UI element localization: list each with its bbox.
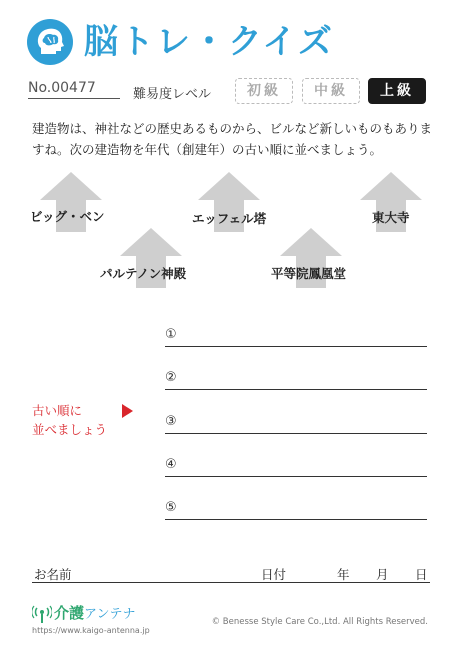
level-intermediate-badge: 中級: [302, 78, 360, 104]
answer-line-4[interactable]: [165, 455, 427, 477]
building-parthenon: パルテノン神殿: [100, 266, 187, 281]
answer-line-1[interactable]: [165, 325, 427, 347]
page-title: 脳トレ・クイズ: [84, 22, 334, 62]
date-label: 日付: [261, 567, 287, 582]
brand-name-kana: アンテナ: [84, 607, 136, 622]
answer-number: ①: [165, 327, 177, 342]
answer-number: ③: [165, 414, 177, 429]
question-text: 建造物は、神社などの歴史あるものから、ビルなど新しいものもありますね。次の建造物を年代（創建年）の古い順に並べましょう。: [32, 121, 433, 157]
building-big-ben: ビッグ・ベン: [30, 209, 105, 224]
name-label: お名前: [34, 567, 72, 582]
answer-line-5[interactable]: [165, 498, 427, 520]
brand-logo: [54, 602, 136, 623]
answer-number: ⑤: [165, 500, 177, 515]
brain-head-icon: [26, 18, 74, 66]
triangle-right-icon: [122, 404, 133, 418]
order-prompt-line1: 古い順に: [32, 403, 83, 418]
year-label: 年: [337, 567, 350, 582]
name-date-line[interactable]: [32, 582, 430, 583]
difficulty-label: 難易度レベル: [133, 87, 212, 102]
order-prompt-line2: 並べましょう: [32, 422, 108, 437]
month-label: 月: [376, 567, 389, 582]
building-todaiji: 東大寺: [372, 210, 410, 225]
day-label: 日: [415, 567, 428, 582]
answer-number: ④: [165, 457, 177, 472]
level-beginner-badge: 初級: [235, 78, 293, 104]
brand-name: 介護: [54, 604, 85, 622]
answer-number: ②: [165, 370, 177, 385]
answer-line-3[interactable]: [165, 412, 427, 434]
antenna-icon: [32, 604, 52, 624]
copyright-text: © Benesse Style Care Co.,Ltd. All Rights Reserved.: [211, 617, 428, 627]
building-byodoin: 平等院鳳凰堂: [271, 266, 347, 281]
order-prompt: [32, 401, 107, 439]
question-number: No.00477: [28, 80, 120, 99]
level-advanced-badge: 上級: [368, 78, 426, 104]
brand-url: https://www.kaigo-antenna.jp: [32, 626, 150, 635]
building-eiffel-tower: エッフェル塔: [192, 211, 267, 226]
answer-line-2[interactable]: [165, 368, 427, 390]
